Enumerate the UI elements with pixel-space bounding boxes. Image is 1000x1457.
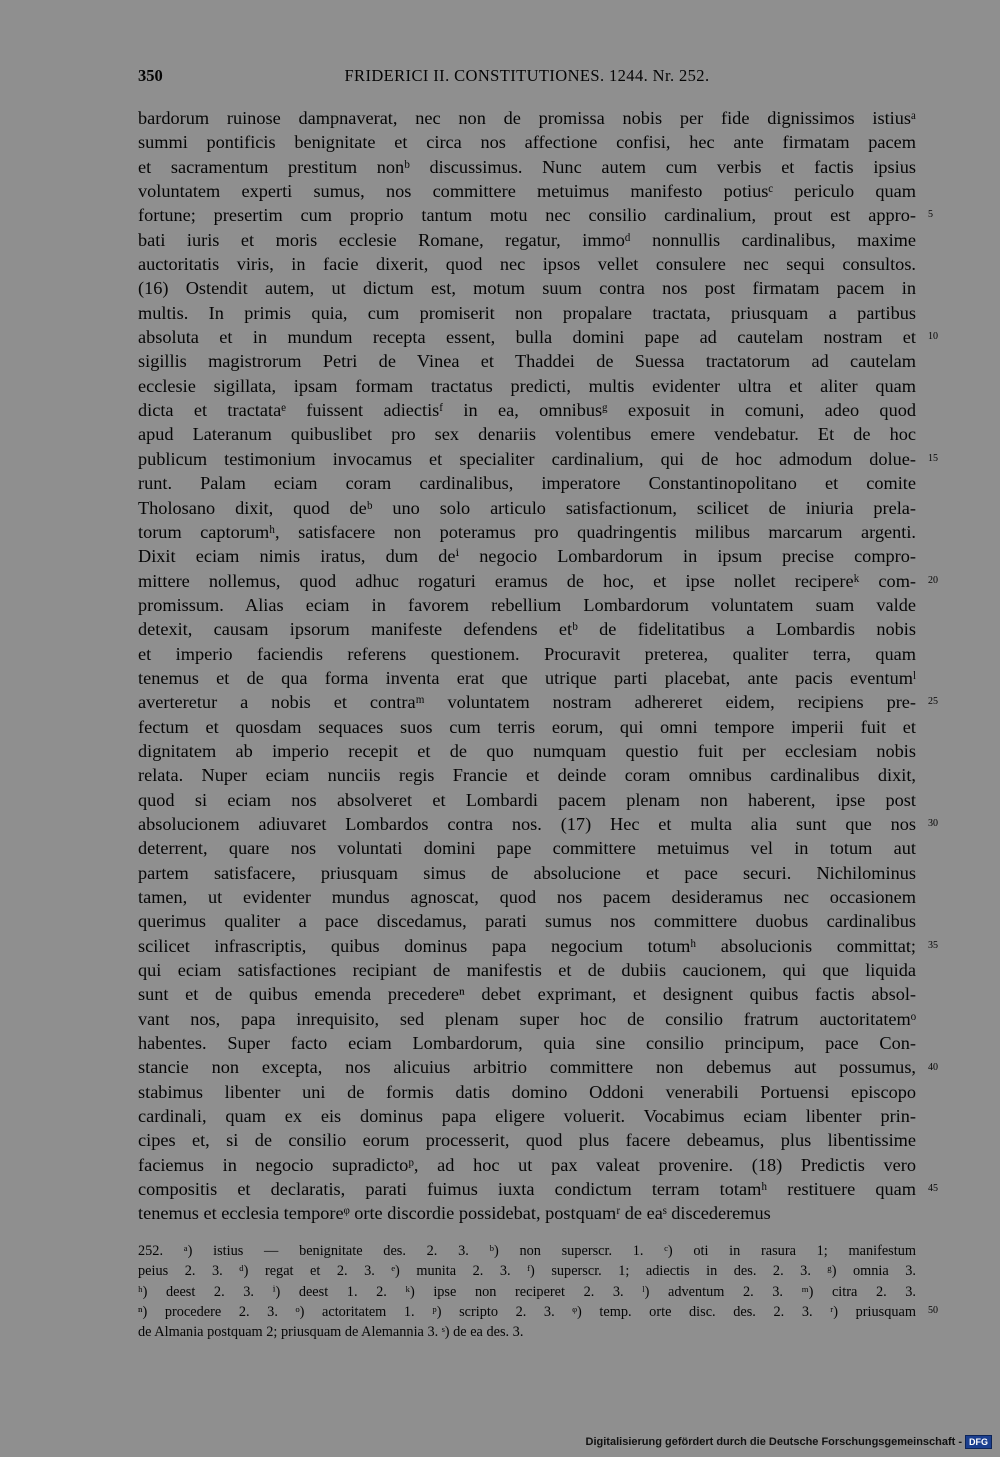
text-line: torum captorumʰ, satisfacere non poteramus pro quadringentis milibus marcarum argenti. — [138, 521, 916, 542]
text-line: et imperio faciendis referens questionem. Procuravit preterea, qualiter terra, quam — [138, 643, 916, 664]
text-line: mittere nollemus, quod adhuc rogaturi eramus de hoc, et ipse nollet recipereᵏ com- — [138, 570, 916, 591]
text-line: multis. In primis quia, cum promiserit non propalare tractata, priusquam a partibus — [138, 302, 916, 323]
text-line: qui eciam satisfactiones recipiant de manifestis et de dubiis caucionem, qui que liquida — [138, 960, 916, 981]
text-line: (16) Ostendit autem, ut dictum est, motum suum contra nos post firmatam pacem in — [138, 278, 916, 299]
text-line: summi pontificis benignitate et circa nos affectione confisi, hec ante firmatam pacem — [138, 132, 916, 153]
text-line: cipes et, si de consilio eorum processerit, quod plus facere debeamus, plus libentissime — [138, 1130, 916, 1151]
line-number: 20 — [928, 574, 938, 586]
text-line: vant nos, papa inrequisito, sed plenam super hoc de consilio fratrum auctoritatemᵒ — [138, 1008, 916, 1029]
text-line: bati iuris et moris ecclesie Romane, regatur, immoᵈ nonnullis cardinalibus, maxime — [138, 229, 916, 250]
text-line: sigillis magistrorum Petri de Vinea et Thaddei de Suessa tractatorum ad cautelam — [138, 351, 916, 372]
text-line: cardinali, quam ex eis dominus papa eligere voluerit. Vocabimus eciam libenter prin- — [138, 1106, 916, 1127]
footnote-line: ⁿ) procedere 2. 3. ᵒ) actoritatem 1. ᵖ) scripto 2. 3. ᵠ) temp. orte disc. des. 2. 3. ʳ) priusquam — [138, 1303, 916, 1320]
text-line: voluntatem experti sumus, nos committere metuimus manifesto potiusᶜ periculo quam — [138, 181, 916, 202]
text-line: fectum et quosdam sequaces suos cum terris eorum, qui omni tempore imperii fuit et — [138, 716, 916, 737]
dfg-logo: DFG — [965, 1435, 992, 1449]
text-line: tenemus et ecclesia temporeᵠ orte discordie possidebat, postquamʳ de eaˢ discederemus — [138, 1203, 771, 1224]
credit-text: Digitalisierung gefördert durch die Deutsche Forschungsgemeinschaft — [585, 1436, 956, 1448]
text-line: publicum testimonium invocamus et specialiter cardinalium, qui de hoc admodum dolue- — [138, 448, 916, 469]
text-line: dicta et tractataᵉ fuissent adiectisᶠ in ea, omnibusᵍ exposuit in comuni, adeo quod — [138, 400, 916, 421]
footnote-line: peius 2. 3. ᵈ) regat et 2. 3. ᵉ) munita 2. 3. ᶠ) superscr. 1; adiectis in des. 2. 3. ᵍ) omnia 3. — [138, 1263, 916, 1280]
footnotes — [138, 1241, 916, 1342]
line-number: 35 — [928, 939, 938, 951]
text-line: runt. Palam eciam coram cardinalibus, imperatore Constantinopolitano et comite — [138, 473, 916, 494]
line-number: 25 — [928, 696, 938, 708]
text-line: partem satisfacere, priusquam simus de absolucione et pace securi. Nichilominus — [138, 862, 916, 883]
text-line: dignitatem ab imperio recepit et de quo numquam questio fuit per ecclesiam nobis — [138, 740, 916, 761]
text-line: stancie non excepta, nos alicuius arbitrio committere non debemus aut possumus, — [138, 1057, 916, 1078]
text-line: habentes. Super facto eciam Lombardorum, quia sine consilio principum, pace Con- — [138, 1033, 916, 1054]
page-number: 350 — [138, 66, 163, 85]
text-line: sunt et de quibus emenda precedereⁿ debet exprimant, et designent quibus factis absol- — [138, 984, 916, 1005]
line-number: 15 — [928, 452, 938, 464]
line-number: 5 — [928, 209, 933, 221]
running-title: FRIDERICI II. CONSTITUTIONES. 1244. Nr. 252. — [344, 66, 710, 85]
text-line: promissum. Alias eciam in favorem rebellium Lombardorum voluntatem suam valde — [138, 594, 916, 615]
text-line: apud Lateranum quibuslibet pro sex denariis volentibus emere vendebatur. Et de hoc — [138, 424, 916, 445]
text-line: stabimus libenter uni de formis datis domino Oddoni venerabili Portuensi episcopo — [138, 1081, 916, 1102]
text-line: Dixit eciam nimis iratus, dum deⁱ negocio Lombardorum in ipsum precise compro- — [138, 546, 916, 567]
running-header — [138, 66, 916, 92]
text-line: averteretur a nobis et contraᵐ voluntatem nostram adhereret eidem, recipiens pre- — [138, 692, 916, 713]
text-line: scilicet infrascriptis, quibus dominus papa negocium totumʰ absolucionis committat; — [138, 935, 916, 956]
text-line: fortune; presertim cum proprio tantum motu nec consilio cardinalium, prout est appro- — [138, 205, 916, 226]
text-line: bardorum ruinose dampnaverat, nec non de promissa nobis per fide dignissimos istiusᵃ — [138, 108, 916, 128]
line-number: 45 — [928, 1183, 938, 1195]
text-line: absoluta et in mundum recepta essent, bulla domini pape ad cautelam nostram et — [138, 327, 916, 348]
text-line: detexit, causam ipsorum manifeste defendens etᵇ de fidelitatibus a Lombardis nobis — [138, 619, 916, 640]
text-line: Tholosano dixit, quod deᵇ uno solo articulo satisfactionum, scilicet de iniuria prela- — [138, 497, 916, 518]
line-number: 10 — [928, 331, 938, 343]
text-line: absolucionem adiuvaret Lombardos contra nos. (17) Hec et multa alia sunt que nos — [138, 813, 916, 834]
text-line: ecclesie sigillata, ipsam formam tractatus predicti, multis evidenter ultra et aliter quam — [138, 375, 916, 396]
text-line: auctoritatis viris, in facie dixerit, quod nec ipsos vellet consulere nec sequi consultos. — [138, 254, 916, 275]
line-number: 30 — [928, 818, 938, 830]
line-number: 40 — [928, 1061, 938, 1073]
footnote-line: de Almania postquam 2; priusquam de Alemannia 3. ˢ) de ea des. 3. — [138, 1324, 524, 1341]
text-line: tenemus et de qua forma inventa erat que utrique parti placebat, ante pacis eventumˡ — [138, 667, 916, 688]
text-line: deterrent, quare nos voluntati domini pape committere metuimus vel in totum aut — [138, 838, 916, 859]
text-line: compositis et declaratis, parati fuimus iuxta condictum terram totamʰ restituere quam — [138, 1179, 916, 1200]
text-line: et sacramentum prestitum nonᵇ discussimus. Nunc autem cum verbis et factis ipsius — [138, 156, 916, 177]
text-line: tamen, ut evidenter mundus agnoscat, quod nos pacem desideramus nec occasionem — [138, 887, 916, 907]
footnote-line: ʰ) deest 2. 3. ⁱ) deest 1. 2. ᵏ) ipse non reciperet 2. 3. ˡ) adventum 2. 3. ᵐ) citra 2. 3. — [138, 1283, 916, 1300]
text-line: querimus qualiter a pace discedamus, parati sumus nos committere duobus cardinalibus — [138, 911, 916, 932]
main-text — [138, 106, 916, 1226]
text-line: faciemus in negocio supradictoᵖ, ad hoc ut pax valeat provenire. (18) Predictis vero — [138, 1154, 916, 1175]
digitization-credit: Digitalisierung gefördert durch die Deutsche Forschungsgemeinschaft - DFG — [586, 1435, 992, 1449]
text-line: relata. Nuper eciam nunciis regis Francie et deinde coram omnibus cardinalibus dixit, — [138, 765, 916, 786]
footnote-line: 252. ᵃ) istius — benignitate des. 2. 3. ᵇ) non superscr. 1. ᶜ) oti in rasura 1; manifestum — [138, 1243, 916, 1259]
text-line: quod si eciam nos absolveret et Lombardi pacem plenam non haberent, ipse post — [138, 789, 916, 810]
line-number: 50 — [928, 1304, 938, 1316]
